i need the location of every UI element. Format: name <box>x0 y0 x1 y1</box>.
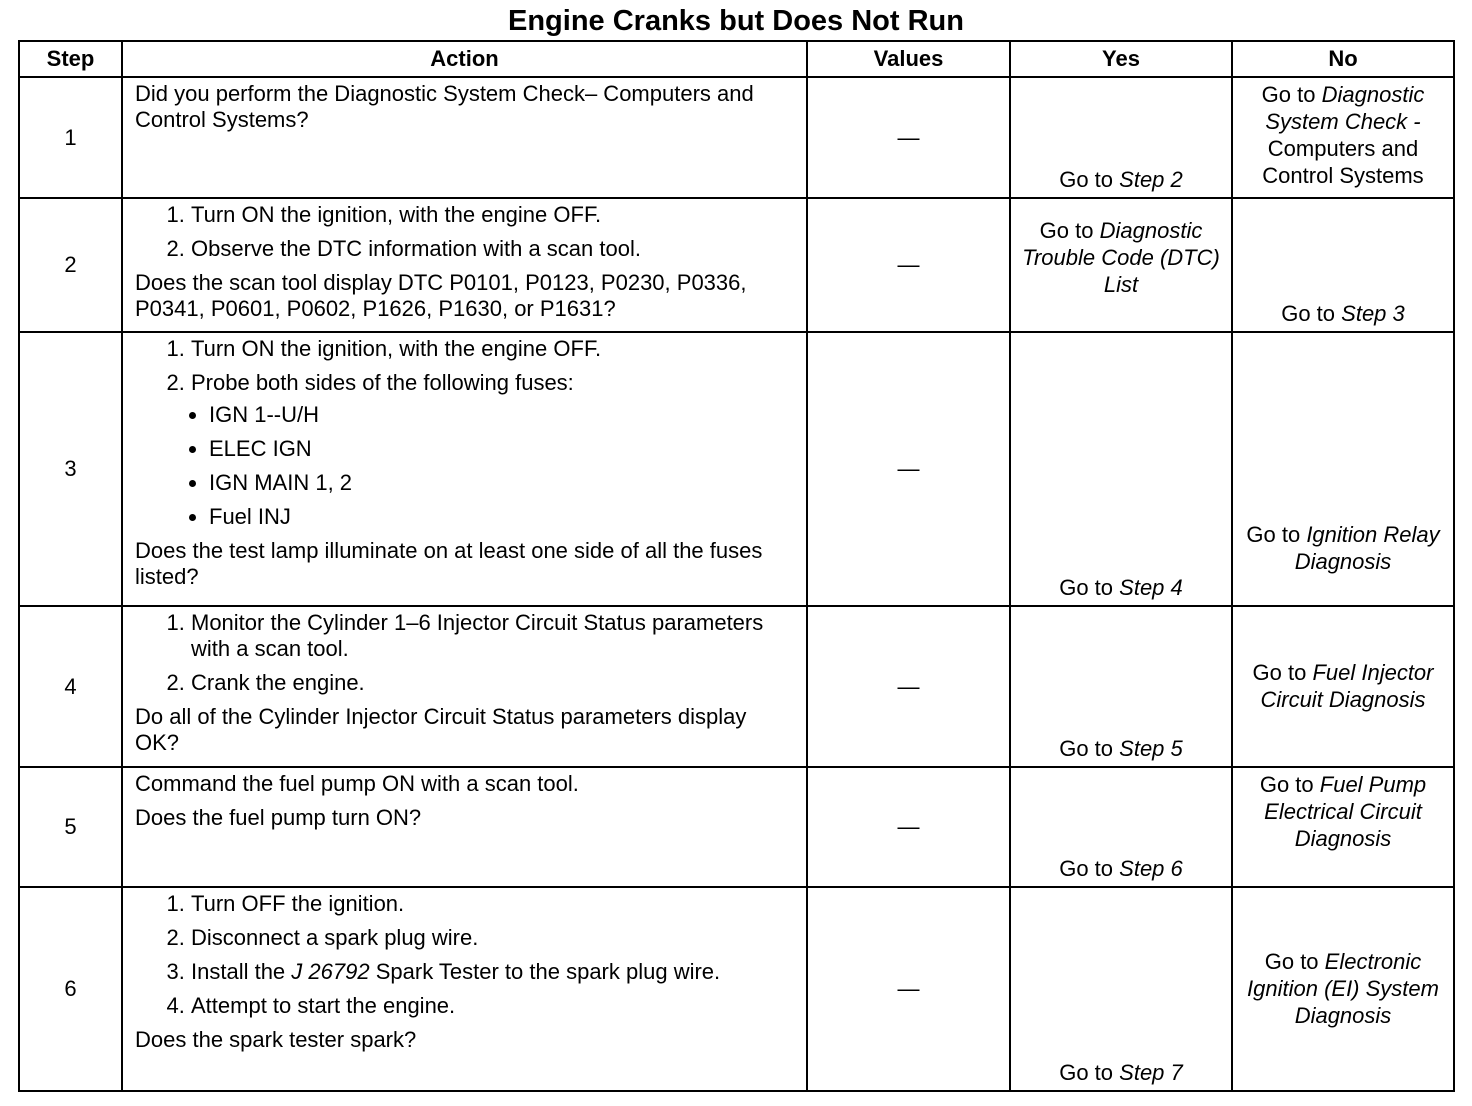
fuse-item: • Fuel INJ <box>209 504 796 530</box>
header-row <box>19 41 1454 77</box>
step-number: 3 <box>19 332 122 606</box>
yes-link[interactable]: Step 7 <box>1119 1060 1183 1085</box>
values-cell: — <box>807 887 1010 1091</box>
no-prefix: Go to <box>1259 772 1314 797</box>
yes-prefix: Go to <box>1059 856 1114 881</box>
step-list <box>135 202 796 262</box>
fuse-list <box>191 402 796 530</box>
list-item: 2. Disconnect a spark plug wire. <box>191 925 796 951</box>
table-row <box>19 767 1454 887</box>
values-cell: — <box>807 198 1010 332</box>
no-suffix: Computers and Control Systems <box>1262 136 1424 188</box>
table-row <box>19 198 1454 332</box>
page-title: Engine Cranks but Does Not Run <box>508 5 964 37</box>
no-cell <box>1232 887 1454 1091</box>
no-prefix: Go to <box>1264 949 1319 974</box>
list-item: 1. Monitor the Cylinder 1–6 Injector Circuit Status parameters with a scan tool. <box>191 610 796 662</box>
yes-prefix: Go to <box>1059 575 1114 600</box>
question-text: Does the spark tester spark? <box>135 1027 417 1052</box>
values-cell: — <box>807 77 1010 198</box>
no-cell <box>1232 767 1454 887</box>
yes-link[interactable]: Step 2 <box>1119 167 1183 192</box>
no-link[interactable]: Fuel Injector Circuit Diagnosis <box>1260 660 1434 712</box>
step-list <box>135 891 796 1019</box>
yes-cell <box>1010 332 1232 606</box>
question-text: Does the scan tool display DTC P0101, P0123, P0230, P0336, P0341, P0601, P0602, P1626, P1630, or P1631? <box>135 270 747 321</box>
action-cell <box>122 887 807 1091</box>
question-text: Does the test lamp illuminate on at least one side of all the fuses listed? <box>135 538 763 589</box>
list-item: 1. Turn OFF the ignition. <box>191 891 796 917</box>
step-number: 4 <box>19 606 122 767</box>
no-link[interactable]: Electronic Ignition (EI) System Diagnosis <box>1247 949 1439 1028</box>
no-prefix: Go to <box>1252 660 1307 685</box>
list-item: 4. Attempt to start the engine. <box>191 993 796 1019</box>
diagnostic-table <box>18 40 1455 1092</box>
fuse-item: • IGN MAIN 1, 2 <box>209 470 796 496</box>
yes-cell <box>1010 606 1232 767</box>
fuse-item: • ELEC IGN <box>209 436 796 462</box>
table-row <box>19 332 1454 606</box>
list-item-text: Spark Tester to the spark plug wire. <box>375 959 721 984</box>
yes-prefix: Go to <box>1039 218 1094 243</box>
list-item-text: Probe both sides of the following fuses: <box>191 370 574 395</box>
list-item <box>191 959 796 985</box>
tool-reference: J 26792 <box>291 959 370 984</box>
fuse-item: • IGN 1--U/H <box>209 402 796 428</box>
values-cell: — <box>807 332 1010 606</box>
no-link[interactable]: Step 3 <box>1341 301 1405 326</box>
step-list <box>135 610 796 696</box>
table-row <box>19 887 1454 1091</box>
yes-link[interactable]: Diagnostic Trouble Code (DTC) List <box>1022 218 1220 297</box>
action-text: Command the fuel pump ON with a scan tool. <box>135 771 579 796</box>
yes-link[interactable]: Step 4 <box>1119 575 1183 600</box>
list-item: 1. Turn ON the ignition, with the engine OFF. <box>191 202 796 228</box>
step-number: 5 <box>19 767 122 887</box>
no-prefix: Go to <box>1281 301 1336 326</box>
no-cell <box>1232 77 1454 198</box>
question-text: Does the fuel pump turn ON? <box>135 805 422 830</box>
no-link[interactable]: Diagnostic System Check - <box>1265 82 1425 134</box>
header-no: No <box>1232 41 1454 77</box>
action-cell <box>122 332 807 606</box>
step-number: 6 <box>19 887 122 1091</box>
no-prefix: Go to <box>1246 522 1301 547</box>
action-text: Did you perform the Diagnostic System Check– Computers and Control Systems? <box>135 81 754 132</box>
no-link[interactable]: Ignition Relay Diagnosis <box>1294 522 1440 574</box>
header-action: Action <box>122 41 807 77</box>
step-number: 1 <box>19 77 122 198</box>
yes-cell <box>1010 77 1232 198</box>
no-prefix: Go to <box>1261 82 1316 107</box>
header-values: Values <box>807 41 1010 77</box>
values-cell: — <box>807 767 1010 887</box>
question-text: Do all of the Cylinder Injector Circuit Status parameters display OK? <box>135 704 747 755</box>
table-row <box>19 606 1454 767</box>
list-item: 2. Observe the DTC information with a scan tool. <box>191 236 796 262</box>
values-cell: — <box>807 606 1010 767</box>
header-yes: Yes <box>1010 41 1232 77</box>
list-item: 2. Crank the engine. <box>191 670 796 696</box>
no-cell <box>1232 332 1454 606</box>
yes-cell <box>1010 198 1232 332</box>
action-cell <box>122 198 807 332</box>
yes-prefix: Go to <box>1059 1060 1114 1085</box>
yes-link[interactable]: Step 6 <box>1119 856 1183 881</box>
action-cell <box>122 606 807 767</box>
yes-cell <box>1010 767 1232 887</box>
yes-link[interactable]: Step 5 <box>1119 736 1183 761</box>
action-cell <box>122 767 807 887</box>
list-item <box>191 370 796 530</box>
list-item: 1. Turn ON the ignition, with the engine OFF. <box>191 336 796 362</box>
header-step: Step <box>19 41 122 77</box>
step-number: 2 <box>19 198 122 332</box>
yes-prefix: Go to <box>1059 167 1114 192</box>
list-item-text: Install the <box>191 959 286 984</box>
action-cell <box>122 77 807 198</box>
no-cell <box>1232 198 1454 332</box>
step-list <box>135 336 796 530</box>
table-row <box>19 77 1454 198</box>
yes-prefix: Go to <box>1059 736 1114 761</box>
no-cell <box>1232 606 1454 767</box>
no-link[interactable]: Fuel Pump Electrical Circuit Diagnosis <box>1264 772 1427 851</box>
yes-cell <box>1010 887 1232 1091</box>
